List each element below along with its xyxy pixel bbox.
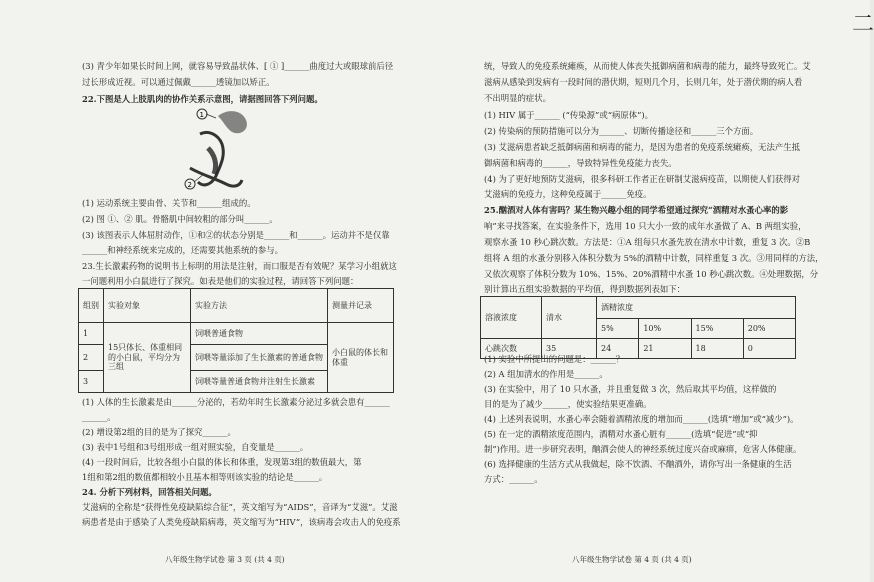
left-after-6: 1组和第2组的数值都相较小且基本相等则该实验的结论是______。 — [82, 472, 328, 482]
right-line-7: 御病菌和病毒的______，导致特异性免疫能力丧失。 — [484, 158, 677, 168]
table-value-20: 0 — [743, 339, 795, 359]
right-line-6: (3) 艾滋病患者缺乏抵御病菌和病毒的能力，是因为患者的免疫系统瘫痪，无法产生抵 — [484, 142, 801, 152]
page-3-footer: 八年级生物学试卷 第 3 页 (共 4 页) — [165, 555, 285, 564]
table-value-5: 24 — [597, 339, 639, 359]
right-line-11: 响”来寻找答案，在实验条件下，选用 10 只大小一致的成年水蚤做了 A、B 两组实验， — [484, 221, 807, 231]
left-line-q22-1: (1) 运动系统主要由骨、关节和______组成的。 — [82, 198, 256, 208]
right-line-4: (1) HIV 属于______ (“传染源”或“病原体”)。 — [484, 110, 654, 120]
table-header-group: 组别 — [79, 289, 104, 323]
question-23-line-1: 23.生长激素药物的说明书上标明的用法是注射，而口服是否有效呢？某学习小组就这 — [82, 261, 397, 271]
table-group-3: 3 — [79, 371, 104, 393]
right-after-4: 目的是为了减少______，使实验结果更准确。 — [484, 399, 652, 409]
table-method-1: 饲喂普通食物 — [191, 323, 328, 345]
question-25-line-1: 25.酗酒对人体有害吗？某生物兴趣小组的同学希望通过探究“酒精对水蚤心率的影 — [484, 205, 789, 215]
corner-mark: 二 — [852, 12, 874, 37]
table-water-header: 清水 — [542, 297, 597, 339]
table-conc-20: 20% — [743, 319, 795, 339]
right-line-15: 别计算出五组实验数据的平均值，得到数据列表如下： — [484, 284, 685, 294]
left-line-q22-3: (3) 该图表示人体屈肘动作，①和②的状态分别是______和______。运动并不是仅靠 — [82, 230, 390, 240]
table-row-label: 心跳次数 — [481, 339, 542, 359]
table-method-2: 饲喂等量添加了生长激素的普通食物 — [191, 345, 328, 371]
right-line-1: 统，导致人的免疫系统瘫痪，从而使人体丧失抵御病菌和病毒的能力，最终导致死亡。艾 — [484, 61, 811, 71]
table-value-15: 18 — [691, 339, 743, 359]
table-record: 小白鼠的体长和体重 — [328, 323, 394, 393]
left-line-1: (3) 青少年如果长时间上网，就容易导致晶状体、[ ① ]______曲度过大或眼球前后径 — [82, 61, 394, 71]
left-after-8: 艾滋病的全称是“获得性免疫缺陷综合征”，英文缩写为“AIDS”，音译为“艾滋”。艾滋 — [82, 502, 398, 512]
left-after-1: (1) 人体的生长激素是由______分泌的，若幼年时生长激素分泌过多就会患有______ — [82, 397, 390, 407]
right-after-7: 制”)作用。进一步研究表明，酗酒会使人的神经系统过度兴奋或麻痹，危害人体健康。 — [484, 444, 802, 454]
question-23-line-2: 一问题利用小白鼠进行了探究。如表是他们的实验过程，请回答下列问题： — [82, 276, 359, 286]
question-24-title: 24. 分析下列材料，回答相关问题。 — [82, 487, 217, 497]
table-conc-10: 10% — [639, 319, 691, 339]
right-line-13: 组将 A 组的水蚤分别移入体积分数为 5%的酒精中计数，同样重复 3 次。③用同样的方法， — [484, 253, 824, 263]
right-after-8: (6) 选择健康的生活方式从我做起，除不饮酒、不酗酒外，请你写出一条健康的生活 — [484, 459, 792, 469]
right-after-5: (4) 上述列表说明，水蚤心率会随着酒精浓度的增加而______(选填“增加”或“减少”)。 — [484, 414, 799, 424]
table-alcohol-header: 酒精浓度 — [597, 297, 796, 319]
right-after-3: (3) 在实验中，用了 10 只水蚤，并且重复做 3 次，然后取其平均值，这样做的 — [484, 384, 777, 394]
table-group-1: 1 — [79, 323, 104, 345]
right-line-12: 观察水蚤 10 秒心跳次数。方法是：①A 组每只水蚤先放在清水中计数，重复 3 次。②B — [484, 237, 811, 247]
left-after-2: ______。 — [82, 412, 116, 422]
right-after-1: (1) 实验中所提出的问题是：______？ — [484, 354, 625, 364]
page-4 — [440, 0, 874, 582]
right-line-5: (2) 传染病的预防措施可以分为______、切断传播途径和______三个方面。 — [484, 126, 759, 136]
table-method-3: 饲喂等量普通食物并注射生长激素 — [191, 371, 328, 393]
left-after-5: (4) 一段时间后，比较各组小白鼠的体长和体重，发现第3组的数值最大，第 — [82, 457, 362, 467]
arm-muscle-diagram — [170, 104, 260, 196]
table-header-subject: 实验对象 — [104, 289, 191, 323]
svg-text:1: 1 — [199, 111, 204, 119]
right-after-6: (5) 在一定的酒精浓度范围内，酒精对水蚤心脏有______(选填“促进”或“抑 — [484, 429, 758, 439]
right-after-2: (2) A 组加清水的作用是______。 — [484, 369, 608, 379]
right-line-8: (4) 为了更好地预防艾滋病，很多科研工作者正在研制艾滋病疫苗，以期使人们获得对 — [484, 174, 801, 184]
hormone-experiment-table — [78, 288, 394, 393]
alcohol-heartrate-table — [480, 296, 796, 359]
right-line-9: 艾滋病的免疫力，这种免疫属于______免疫。 — [484, 189, 652, 199]
table-conc-header: 溶液浓度 — [481, 297, 542, 339]
right-after-9: 方式：______。 — [484, 474, 543, 484]
left-line-q22-2: (2) 图 ①、② 肌。骨骼肌中间较粗的部分叫______。 — [82, 214, 278, 224]
table-header-record: 测量并记录 — [328, 289, 394, 323]
question-22-title: 22.下图是人上肢肌肉的协作关系示意图，请据图回答下列问题。 — [82, 94, 323, 104]
table-header-method: 实验方法 — [191, 289, 328, 323]
left-after-4: (3) 表中1号组和3号组形成一组对照实验，自变量是______。 — [82, 442, 309, 452]
right-line-14: 又依次观察了体积分数为 10%、15%、20%酒精中水蚤 10 秒心跳次数。④处理数据，分 — [484, 269, 819, 279]
left-after-9: 病患者是由于感染了人类免疫缺陷病毒，英文缩写为“HIV”，该病毒会攻击人的免疫系 — [82, 517, 401, 527]
table-conc-5: 5% — [597, 319, 639, 339]
right-line-3: 不出明显的症状。 — [484, 93, 551, 103]
table-conc-15: 15% — [691, 319, 743, 339]
table-subject: 15只体长、体重相同的小白鼠，平均分为三组 — [104, 323, 191, 393]
left-after-3: (2) 增设第2组的目的是为了探究______。 — [82, 427, 236, 437]
table-value-water: 35 — [542, 339, 597, 359]
page-4-footer: 八年级生物学试卷 第 4 页 (共 4 页) — [572, 555, 692, 564]
table-group-2: 2 — [79, 345, 104, 371]
right-line-2: 滋病从感染到发病有一段时间的潜伏期，短则几个月，长则几年，处于潜伏期的病人看 — [484, 77, 803, 87]
left-line-2: 过长形成近视。可以通过佩戴______透镜加以矫正。 — [82, 77, 275, 87]
table-value-10: 21 — [639, 339, 691, 359]
left-line-q22-4: ______和神经系统来完成的，还需要其他系统的参与。 — [82, 245, 283, 255]
svg-text:2: 2 — [187, 181, 192, 189]
